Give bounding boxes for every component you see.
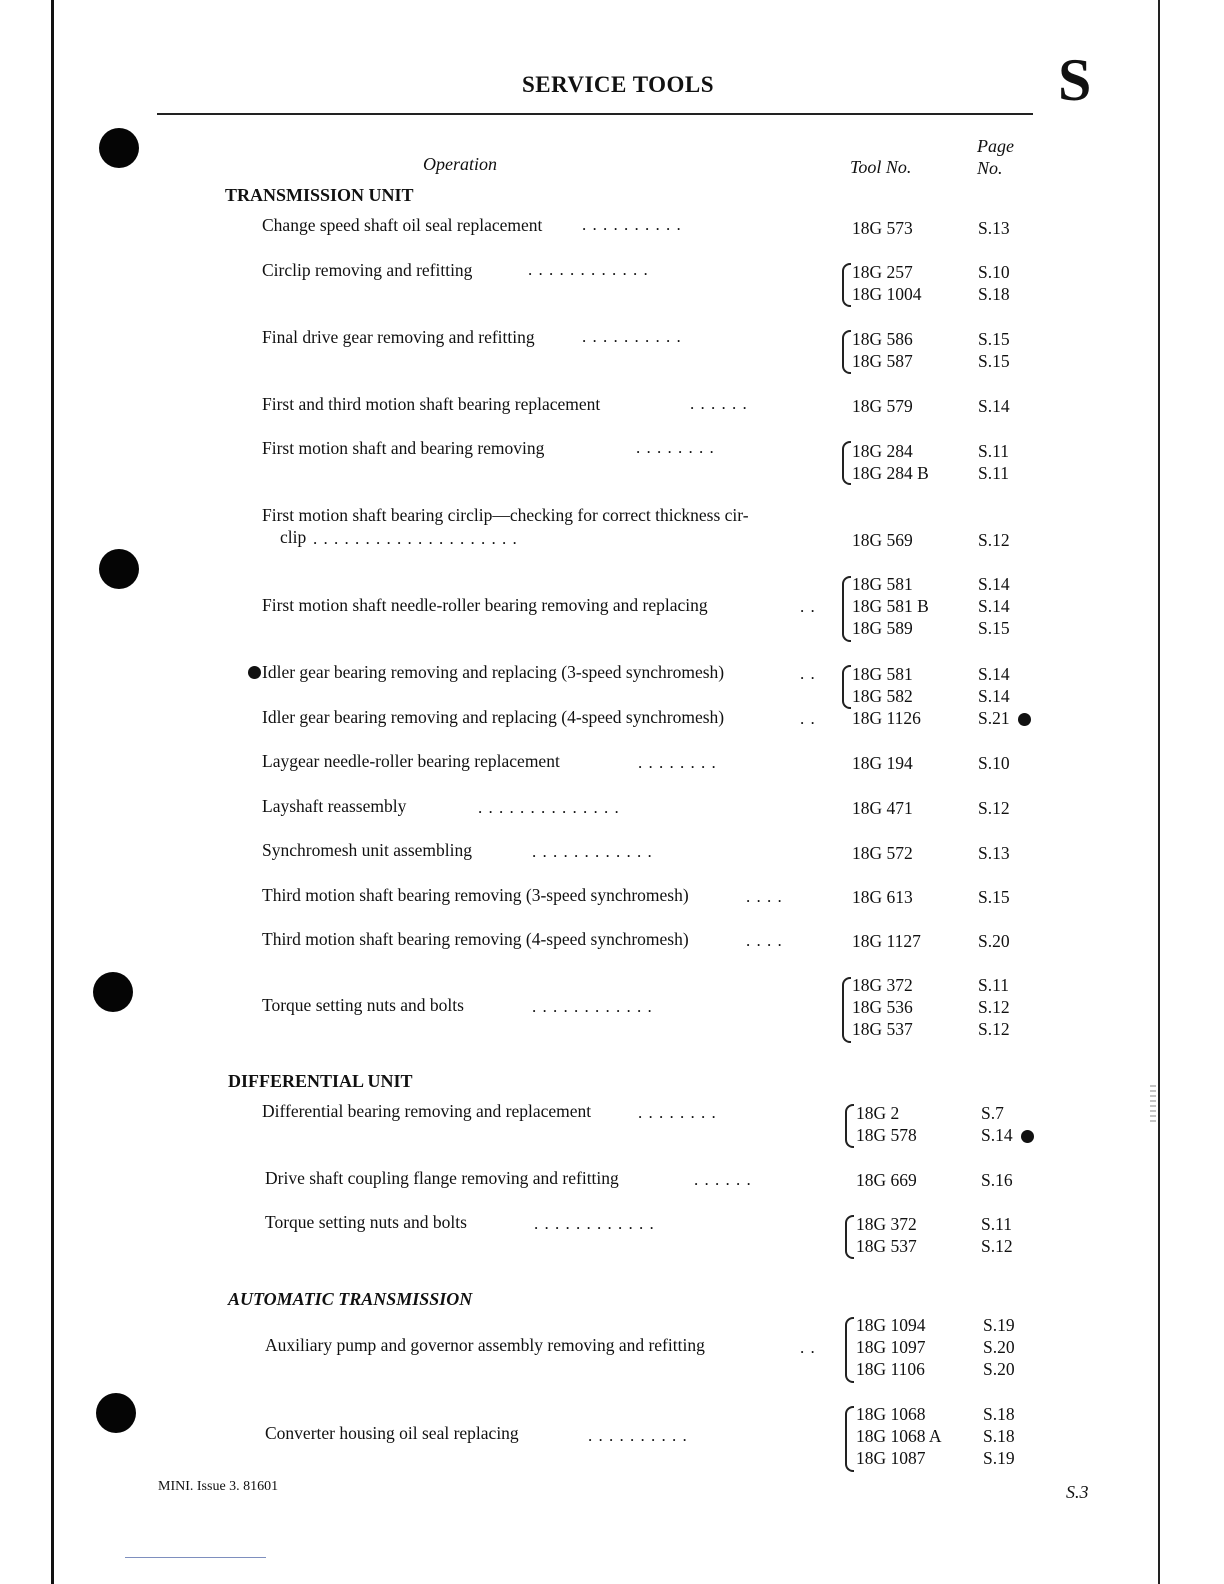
operation-text: Circlip removing and refitting <box>262 260 473 280</box>
page-ref: S.11 <box>978 463 1009 483</box>
page-ref: S.20 <box>983 1337 1015 1357</box>
page-ref: S.11 <box>978 975 1009 995</box>
operation-text: Change speed shaft oil seal replacement <box>262 215 543 235</box>
tool-number: 18G 573 <box>852 218 913 238</box>
page-ref: S.7 <box>981 1103 1004 1123</box>
page-ref: S.14 <box>978 574 1010 594</box>
title-rule <box>157 113 1033 115</box>
operation-text: First motion shaft and bearing removing <box>262 438 545 458</box>
page-ref: S.11 <box>981 1214 1012 1234</box>
page-ref: S.14 <box>978 596 1010 616</box>
operation-text: Idler gear bearing removing and replacing (4-speed synchromesh) <box>262 707 725 727</box>
operation-text: Synchromesh unit assembling <box>262 840 472 860</box>
page-ref: S.15 <box>978 618 1010 638</box>
page-ref: S.19 <box>983 1315 1015 1335</box>
page-ref: S.20 <box>978 931 1010 951</box>
bracket <box>842 977 851 1043</box>
tool-number: 18G 2 <box>856 1103 900 1123</box>
tool-number: 18G 582 <box>852 686 913 706</box>
binder-hole-3 <box>93 972 133 1012</box>
tool-number: 18G 284 B <box>852 463 929 483</box>
tool-number: 18G 1106 <box>856 1359 925 1379</box>
page-number: S.3 <box>1066 1482 1089 1502</box>
tool-number: 18G 581 B <box>852 596 929 616</box>
tool-number: 18G 589 <box>852 618 913 638</box>
tool-number: 18G 1126 <box>852 708 921 728</box>
page-ref: S.21 <box>978 708 1010 728</box>
binder-hole-2 <box>99 549 139 589</box>
tool-number: 18G 581 <box>852 664 913 684</box>
tool-number: 18G 372 <box>852 975 913 995</box>
page-ref: S.14 <box>978 664 1010 684</box>
leader-dots: . . . . <box>746 887 783 906</box>
operation-text: First motion shaft bearing circlip—checking for correct thickness cir- <box>262 505 749 525</box>
leader-dots: . . . . . . . . . . <box>582 327 682 346</box>
tool-number: 18G 537 <box>852 1019 913 1039</box>
leader-dots: . . . . <box>746 931 783 950</box>
operation-text: Laygear needle-roller bearing replacement <box>262 751 560 771</box>
tool-number: 18G 581 <box>852 574 913 594</box>
leader-dots: . . <box>800 709 816 728</box>
leader-dots: . . <box>800 664 816 683</box>
tool-number: 18G 578 <box>856 1125 917 1145</box>
page-ref: S.12 <box>978 1019 1010 1039</box>
operation-text: Drive shaft coupling flange removing and refitting <box>265 1168 619 1188</box>
page-ref: S.12 <box>978 798 1010 818</box>
bracket <box>842 576 851 642</box>
operation-text: Torque setting nuts and bolts <box>265 1212 467 1232</box>
tool-number: 18G 586 <box>852 329 913 349</box>
page-ref: S.12 <box>978 997 1010 1017</box>
leader-dots: . . . . . . . . . . <box>588 1426 688 1445</box>
page-ref: S.16 <box>981 1170 1013 1190</box>
scan-smudge <box>1150 1085 1156 1125</box>
tool-number: 18G 587 <box>852 351 913 371</box>
leader-dots: . . . . . . . . . . . . <box>532 842 653 861</box>
leader-dots: . . <box>800 1338 816 1357</box>
page-ref: S.18 <box>978 284 1010 304</box>
leader-dots: . . . . . . . . . . <box>582 215 682 234</box>
revision-mark-icon <box>248 666 261 679</box>
page-ref: S.11 <box>978 441 1009 461</box>
page-ref: S.15 <box>978 887 1010 907</box>
bracket <box>845 1317 854 1383</box>
operation-text: Third motion shaft bearing removing (3-speed synchromesh) <box>262 885 689 905</box>
bracket <box>842 441 851 485</box>
tool-number: 18G 579 <box>852 396 913 416</box>
leader-dots: . . . . . . <box>694 1170 752 1189</box>
leader-dots: . . <box>800 597 816 616</box>
leader-dots: . . . . . . . . . . . . . . <box>478 798 620 817</box>
leader-dots: . . . . . . . . <box>638 753 717 772</box>
page-ref: S.12 <box>978 530 1010 550</box>
page-ref: S.10 <box>978 753 1010 773</box>
operation-text: Converter housing oil seal replacing <box>265 1423 519 1443</box>
tool-number: 18G 669 <box>856 1170 917 1190</box>
tool-number: 18G 1068 A <box>856 1426 942 1446</box>
bracket <box>845 1104 854 1148</box>
operation-text: Final drive gear removing and refitting <box>262 327 535 347</box>
column-header-page-line2: No. <box>977 158 1003 178</box>
binder-hole-4 <box>96 1393 136 1433</box>
tool-number: 18G 536 <box>852 997 913 1017</box>
leader-dots: . . . . . . . . . . . . <box>534 1214 655 1233</box>
operation-text-continued: clip <box>280 527 307 547</box>
page-title: SERVICE TOOLS <box>521 72 715 97</box>
page-ref: S.12 <box>981 1236 1013 1256</box>
tool-number: 18G 569 <box>852 530 913 550</box>
operation-text: Idler gear bearing removing and replacing (3-speed synchromesh) <box>262 662 725 682</box>
bracket <box>845 1406 854 1472</box>
tool-number: 18G 1127 <box>852 931 921 951</box>
revision-mark-icon <box>1021 1130 1034 1143</box>
bracket <box>842 330 851 374</box>
column-header-tool-no: Tool No. <box>850 157 912 177</box>
tool-number: 18G 1004 <box>852 284 922 304</box>
tool-number: 18G 1068 <box>856 1404 926 1424</box>
tool-number: 18G 1097 <box>856 1337 926 1357</box>
operation-text: Third motion shaft bearing removing (4-speed synchromesh) <box>262 929 689 949</box>
bracket <box>845 1215 854 1259</box>
bottom-rule <box>125 1557 266 1558</box>
page-ref: S.14 <box>978 686 1010 706</box>
bracket <box>842 665 851 709</box>
operation-text: First motion shaft needle-roller bearing removing and replacing <box>262 595 708 615</box>
page-ref: S.18 <box>983 1426 1015 1446</box>
revision-mark-icon <box>1018 713 1031 726</box>
operation-text: Torque setting nuts and bolts <box>262 995 464 1015</box>
tool-number: 18G 537 <box>856 1236 917 1256</box>
tool-number: 18G 284 <box>852 441 913 461</box>
bracket <box>842 263 851 307</box>
page-ref: S.15 <box>978 329 1010 349</box>
tool-number: 18G 194 <box>852 753 913 773</box>
leader-dots: . . . . . . . . <box>638 1103 717 1122</box>
operation-text: Auxiliary pump and governor assembly removing and refitting <box>265 1335 705 1355</box>
section-heading-transmission: TRANSMISSION UNIT <box>225 185 414 205</box>
tool-number: 18G 613 <box>852 887 913 907</box>
page-ref: S.19 <box>983 1448 1015 1468</box>
leader-dots: . . . . . . . . <box>636 438 715 457</box>
operation-text: Layshaft reassembly <box>262 796 407 816</box>
page-right-edge <box>1158 0 1160 1584</box>
footer-issue: MINI. Issue 3. 81601 <box>158 1479 279 1494</box>
page-ref: S.20 <box>983 1359 1015 1379</box>
section-heading-automatic: AUTOMATIC TRANSMISSION <box>228 1289 473 1309</box>
page-ref: S.13 <box>978 218 1010 238</box>
tool-number: 18G 372 <box>856 1214 917 1234</box>
page-ref: S.18 <box>983 1404 1015 1424</box>
leader-dots: . . . . . . . . . . . . <box>528 260 649 279</box>
tool-number: 18G 1094 <box>856 1315 926 1335</box>
leader-dots: . . . . . . . . . . . . . . . . . . . . <box>313 529 518 548</box>
operation-text: Differential bearing removing and replacement <box>262 1101 592 1121</box>
tool-number: 18G 471 <box>852 798 913 818</box>
page-ref: S.14 <box>981 1125 1013 1145</box>
section-heading-differential: DIFFERENTIAL UNIT <box>228 1071 413 1091</box>
leader-dots: . . . . . . <box>690 394 748 413</box>
page-left-edge <box>51 0 54 1584</box>
column-header-operation: Operation <box>423 154 497 174</box>
page-ref: S.13 <box>978 843 1010 863</box>
page-ref: S.15 <box>978 351 1010 371</box>
page-ref: S.14 <box>978 396 1010 416</box>
leader-dots: . . . . . . . . . . . . <box>532 997 653 1016</box>
operation-text: First and third motion shaft bearing replacement <box>262 394 601 414</box>
tool-number: 18G 257 <box>852 262 913 282</box>
page-ref: S.10 <box>978 262 1010 282</box>
section-letter: S <box>1058 47 1092 113</box>
binder-hole-1 <box>99 128 139 168</box>
tool-number: 18G 1087 <box>856 1448 926 1468</box>
column-header-page-line1: Page <box>977 136 1014 156</box>
tool-number: 18G 572 <box>852 843 913 863</box>
